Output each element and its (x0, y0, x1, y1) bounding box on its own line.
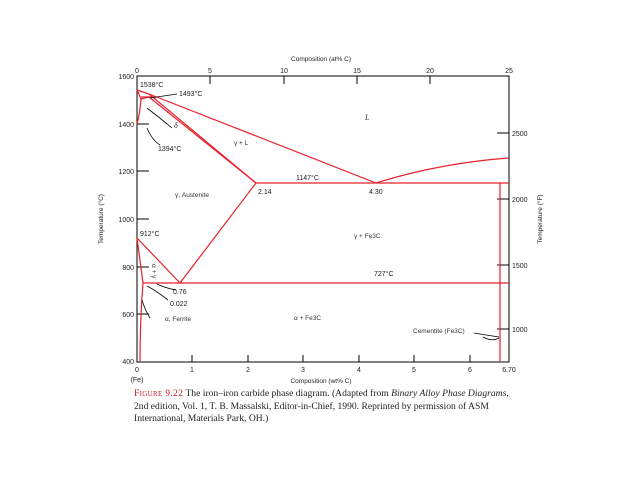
left-tick-label: 1400 (118, 122, 134, 129)
caption-text-b: 2nd edition, Vol. 1, T. B. Massalski, Editor-in-Chief, 1990. Reprinted by permission of ASM International, Materials Park, OH.) (134, 400, 489, 425)
temp-1394: 1394°C (158, 146, 182, 153)
caption-text-a: The iron–iron carbide phase diagram. (Adapted from (183, 388, 392, 399)
bottom-tick-label: 6.70 (502, 367, 516, 374)
plot-frame (137, 76, 509, 362)
leader-arrows (142, 94, 499, 340)
temp-1147: 1147°C (296, 175, 319, 182)
bottom-tick-label: 0 (135, 367, 139, 374)
right-tick-label: 1500 (512, 263, 528, 270)
region-cementite: Cementite (Fe3C) (413, 328, 465, 335)
bottom-tick-label: 1 (190, 367, 194, 374)
comp-0-76: 0.76 (173, 289, 187, 296)
top-tick-label: 10 (280, 68, 288, 75)
top-tick-label: 15 (353, 68, 361, 75)
region-alpha-gamma: α + γ (150, 264, 157, 279)
ferrite-solvus (140, 283, 143, 362)
comp-2-14: 2.14 (258, 189, 272, 196)
a3-line (137, 238, 180, 283)
left-tick-label: 1200 (118, 169, 134, 176)
region-austenite: γ, Austenite (175, 192, 209, 199)
region-liquid: L (365, 113, 370, 122)
left-tick-label: 600 (122, 312, 134, 319)
left-tick-label: 1600 (118, 74, 134, 81)
region-gamma-fe3c: γ + Fe3C (354, 233, 381, 240)
figure-label: Figure 9.22 (134, 388, 184, 399)
left-tick-label: 800 (122, 265, 134, 272)
top-tick-label: 0 (135, 68, 139, 75)
bottom-tick-label: 5 (412, 367, 416, 374)
delta-solvus (137, 99, 141, 124)
top-tick-label: 5 (208, 68, 212, 75)
temp-1493: 1493°C (179, 91, 203, 98)
right-axis-labels (512, 131, 528, 334)
top-axis-title: Composition (at% C) (291, 56, 351, 63)
left-tick-label: 1000 (118, 217, 134, 224)
right-tick-label: 2500 (512, 131, 528, 138)
bottom-sublabel-fe: (Fe) (130, 377, 144, 384)
left-axis-ticks (137, 76, 149, 314)
top-tick-label: 25 (505, 68, 513, 75)
bottom-axis-title: Composition (wt% C) (290, 378, 352, 385)
region-delta: δ (174, 121, 178, 130)
bottom-axis-labels (135, 367, 516, 374)
bottom-tick-label: 3 (301, 367, 305, 374)
figure-caption (134, 388, 524, 426)
left-axis-title: Temperature (°C) (98, 194, 105, 244)
top-axis-ticks (137, 76, 509, 84)
temp-1538: 1538°C (140, 82, 164, 89)
temp-912: 912°C (140, 231, 160, 238)
bottom-tick-label: 2 (246, 367, 250, 374)
left-tick-label: 400 (122, 359, 134, 366)
region-ferrite: α, Ferrite (165, 316, 192, 323)
phase-boundaries (137, 90, 509, 362)
top-tick-label: 20 (426, 68, 434, 75)
right-tick-label: 2000 (512, 197, 528, 204)
region-gamma-liquid: γ + L (234, 140, 249, 147)
comp-4-30: 4.30 (369, 189, 383, 196)
right-tick-label: 1000 (512, 327, 528, 334)
region-alpha-fe3c: α + Fe3C (294, 315, 322, 322)
right-axis-title: Temperature (°F) (537, 194, 544, 244)
temp-727: 727°C (374, 271, 394, 278)
caption-source-title: Binary Alloy Phase Diagrams, (391, 388, 509, 399)
right-axis-ticks (497, 133, 509, 329)
left-axis-labels (118, 74, 134, 366)
top-axis-labels (135, 68, 513, 75)
alpha-gamma-boundary (137, 238, 143, 283)
bottom-tick-label: 6 (468, 367, 472, 374)
bottom-tick-label: 4 (357, 367, 361, 374)
bottom-axis-ticks (137, 355, 470, 362)
comp-0-022: 0.022 (170, 301, 188, 308)
